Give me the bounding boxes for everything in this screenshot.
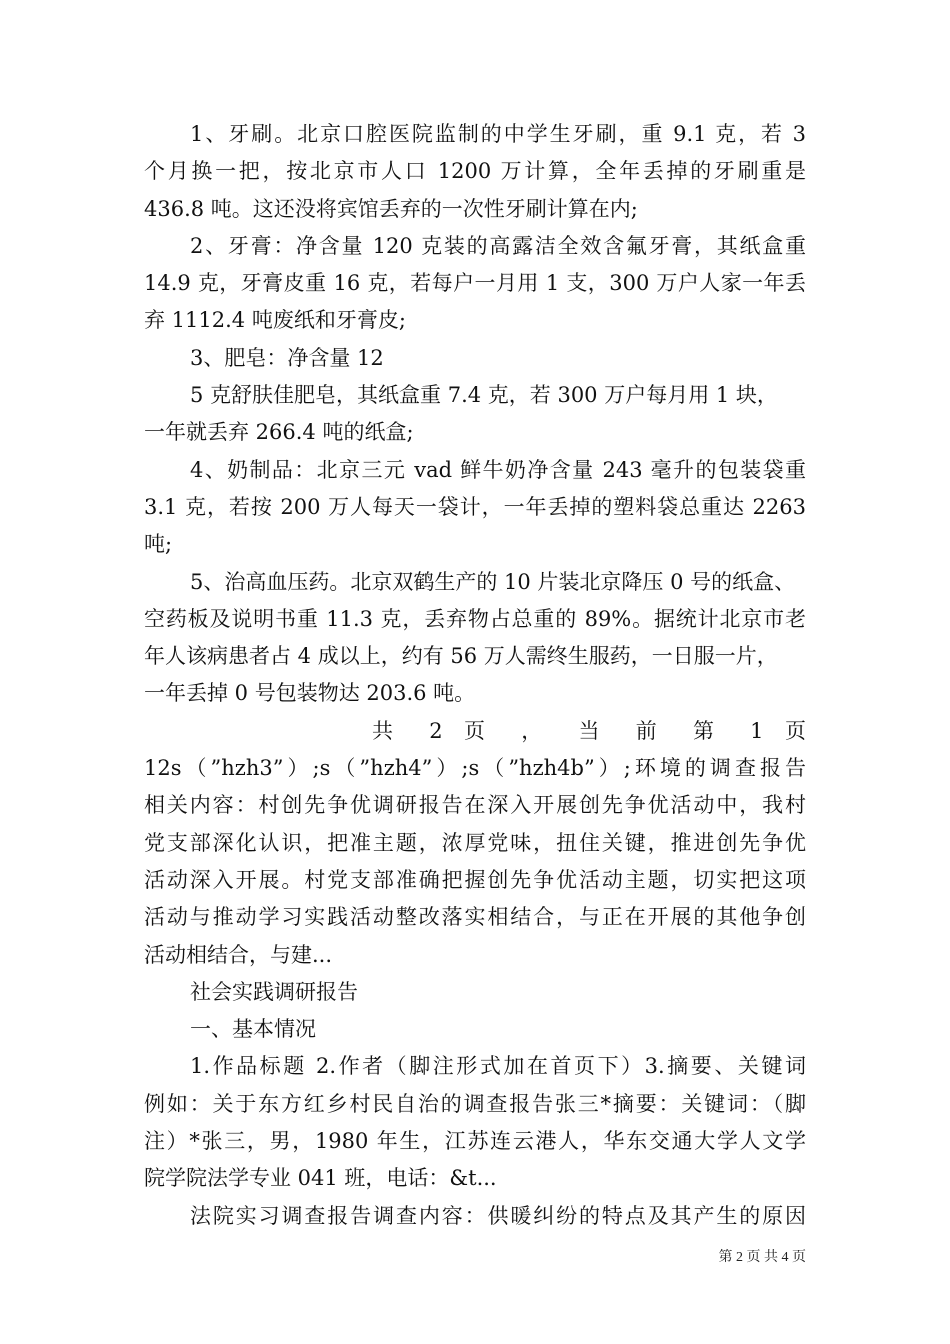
text-line: 14.9 克，牙膏皮重 16 克，若每户一月用 1 支，300 万户人家一年丢 [144,271,806,296]
text-line: 党支部深化认识，把准主题，浓厚党味，扭住关键，推进创先争优 [144,830,806,855]
text-line: 例如：关于东方红乡村民自治的调查报告张三*摘要：关键词：（脚 [144,1091,806,1116]
text-line: 活动与推动学习实践活动整改落实相结合，与正在开展的其他争创 [144,905,806,930]
page-count-line: 共 2 页 ， 当 前 第 1 页 [372,718,806,743]
text-line: 院学院法学专业 041 班，电话：&t... [144,1166,497,1191]
text-line: 436.8 吨。这还没将宾馆丢弃的一次性牙刷计算在内; [144,196,638,221]
text-line: 弃 1112.4 吨废纸和牙膏皮; [144,308,406,333]
text-line: 活动深入开展。村党支部准确把握创先争优活动主题，切实把这项 [144,867,806,892]
text-line: 3.1 克，若按 200 万人每天一袋计，一年丢掉的塑料袋总重达 2263 [144,494,806,519]
document-body [144,116,806,1235]
text-line: 注）*张三，男，1980 年生，江苏连云港人，华东交通大学人文学 [144,1129,806,1154]
text-line: 法院实习调查报告调查内容：供暖纠纷的特点及其产生的原因 [190,1203,806,1228]
text-line: 一、基本情况 [190,1017,316,1042]
text-line: 年人该病患者占 4 成以上，约有 56 万人需终生服药，一日服一片， [144,644,778,669]
text-line: 1、牙刷。北京口腔医院监制的中学生牙刷，重 9.1 克，若 3 [190,122,806,146]
text-line: 12s（”hzh3”）;s（”hzh4”）;s（”hzh4b”）;环境的调查报告 [144,756,806,781]
text-line: 相关内容：村创先争优调研报告在深入开展创先争优活动中，我村 [144,793,806,818]
text-line: 吨; [144,532,173,557]
text-line: 空药板及说明书重 11.3 克，丢弃物占总重的 89%。据统计北京市老 [144,606,806,631]
text-line: 5 克舒肤佳肥皂，其纸盒重 7.4 克，若 300 万户每月用 1 块， [190,383,778,408]
text-line: 个月换一把，按北京市人口 1200 万计算，全年丢掉的牙刷重是 [144,159,806,184]
text-line: 2、牙膏：净含量 120 克装的高露洁全效含氟牙膏，其纸盒重 [190,233,806,258]
text-line: 活动相结合，与建... [144,942,333,967]
text-line: 5、治高血压药。北京双鹤生产的 10 片装北京降压 0 号的纸盒、 [190,569,796,594]
text-line: 一年丢掉 0 号包装物达 203.6 吨。 [144,681,476,706]
text-line: 社会实践调研报告 [190,979,358,1004]
text-line: 1.作品标题 2.作者（脚注形式加在首页下）3.摘要、关键词 [190,1054,806,1079]
text-line: 4、奶制品：北京三元 vad 鲜牛奶净含量 243 毫升的包装袋重 [190,457,806,482]
text-line: 一年就丢弃 266.4 吨的纸盒; [144,420,414,445]
page-footer: 第 2 页 共 4 页 [718,1250,806,1265]
text-line: 3、肥皂：净含量 12 [190,345,384,370]
